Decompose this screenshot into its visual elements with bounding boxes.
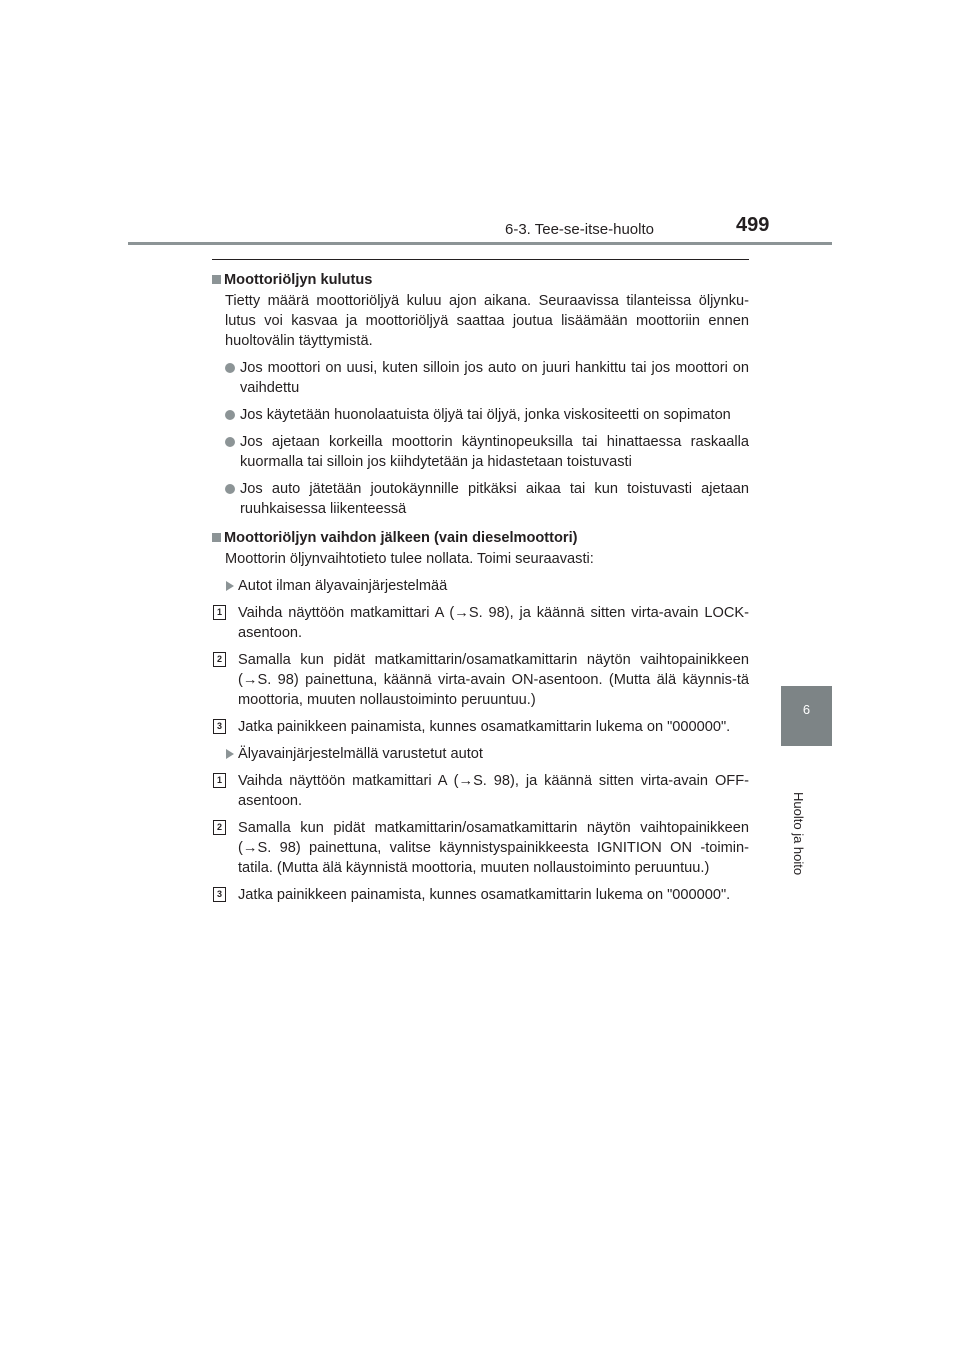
round-bullet-icon bbox=[225, 363, 235, 373]
step-text: Samalla kun pidät matkamittarin/osamatkamittarin näytön vaihtopainikkeen (→S. 98) painettuna, valitse käynnistyspainikkeesta IGNITION ON -toimin-tatila. (Mutta älä käynnistä moottoria, muuten nollaustoiminto peruuntuu.) bbox=[238, 820, 749, 876]
list-item bbox=[212, 405, 749, 425]
step-text: Vaihda näyttöön matkamittari A (→S. 98), ja käännä sitten virta-avain OFF-asentoon. bbox=[238, 773, 749, 809]
subsection-title bbox=[212, 576, 749, 596]
header-rule bbox=[128, 242, 832, 245]
triangle-bullet-icon bbox=[226, 581, 234, 591]
page-content bbox=[212, 270, 749, 905]
step-item bbox=[212, 885, 749, 905]
list-item bbox=[212, 479, 749, 519]
content-top-rule bbox=[212, 259, 749, 260]
step-number-badge: 1 bbox=[213, 773, 226, 788]
section-heading bbox=[212, 528, 749, 548]
subsection-title bbox=[212, 744, 749, 764]
step-item bbox=[212, 717, 749, 737]
step-item bbox=[212, 818, 749, 878]
chapter-number: 6 bbox=[802, 702, 811, 717]
list-item bbox=[212, 358, 749, 398]
heading-text: Moottoriöljyn kulutus bbox=[224, 272, 373, 288]
step-item bbox=[212, 771, 749, 811]
list-item-text: Jos ajetaan korkeilla moottorin käyntinopeuksilla tai hinattaessa raskaalla kuormalla tai silloin jos kiihdytetään ja hidastetaan toistuvasti bbox=[240, 434, 749, 470]
step-text: Jatka painikkeen painamista, kunnes osamatkamittarin lukema on "000000". bbox=[238, 887, 731, 903]
list-item bbox=[212, 432, 749, 472]
page-number: 499 bbox=[736, 214, 770, 236]
list-item-text: Jos moottori on uusi, kuten silloin jos auto on juuri hankittu tai jos moottori on vaihdettu bbox=[240, 360, 749, 396]
step-number-badge: 1 bbox=[213, 605, 226, 620]
step-item bbox=[212, 650, 749, 710]
step-text: Vaihda näyttöön matkamittari A (→S. 98), ja käännä sitten virta-avain LOCK-asentoon. bbox=[238, 605, 749, 641]
step-number-badge: 3 bbox=[213, 887, 226, 902]
subsection-text: Älyavainjärjestelmällä varustetut autot bbox=[238, 746, 483, 762]
round-bullet-icon bbox=[225, 437, 235, 447]
section-heading bbox=[212, 270, 749, 290]
list-item-text: Jos käytetään huonolaatuista öljyä tai öljyä, jonka viskositeetti on sopimaton bbox=[240, 407, 731, 423]
step-text: Samalla kun pidät matkamittarin/osamatkamittarin näytön vaihtopainikkeen (→S. 98) painettuna, käännä virta-avain ON-asentoon. (Mutta älä käynnis-tä moottoria, muuten nollaustoiminto peruuntuu.) bbox=[238, 652, 749, 708]
subsection-text: Autot ilman älyavainjärjestelmää bbox=[238, 578, 448, 594]
step-number-badge: 2 bbox=[213, 652, 226, 667]
section-title: 6-3. Tee-se-itse-huolto bbox=[505, 221, 654, 238]
square-bullet-icon bbox=[212, 275, 221, 284]
step-item bbox=[212, 603, 749, 643]
triangle-bullet-icon bbox=[226, 749, 234, 759]
step-number-badge: 2 bbox=[213, 820, 226, 835]
heading-text: Moottoriöljyn vaihdon jälkeen (vain dieselmoottori) bbox=[224, 530, 578, 546]
paragraph: Moottorin öljynvaihtotieto tulee nollata. Toimi seuraavasti: bbox=[225, 551, 594, 567]
step-text: Jatka painikkeen painamista, kunnes osamatkamittarin lukema on "000000". bbox=[238, 719, 731, 735]
chapter-label: Huolto ja hoito bbox=[791, 792, 806, 876]
step-number-badge: 3 bbox=[213, 719, 226, 734]
square-bullet-icon bbox=[212, 533, 221, 542]
paragraph: Tietty määrä moottoriöljyä kuluu ajon aikana. Seuraavissa tilanteissa öljynku-lutus voi kasvaa ja moottoriöljyä saattaa joutua lisäämään moottoriin ennen huoltovälin täyttymistä. bbox=[225, 293, 749, 349]
list-item-text: Jos auto jätetään joutokäynnille pitkäksi aikaa tai kun toistuvasti ajetaan ruuhkaisessa liikenteessä bbox=[240, 481, 749, 517]
round-bullet-icon bbox=[225, 410, 235, 420]
round-bullet-icon bbox=[225, 484, 235, 494]
